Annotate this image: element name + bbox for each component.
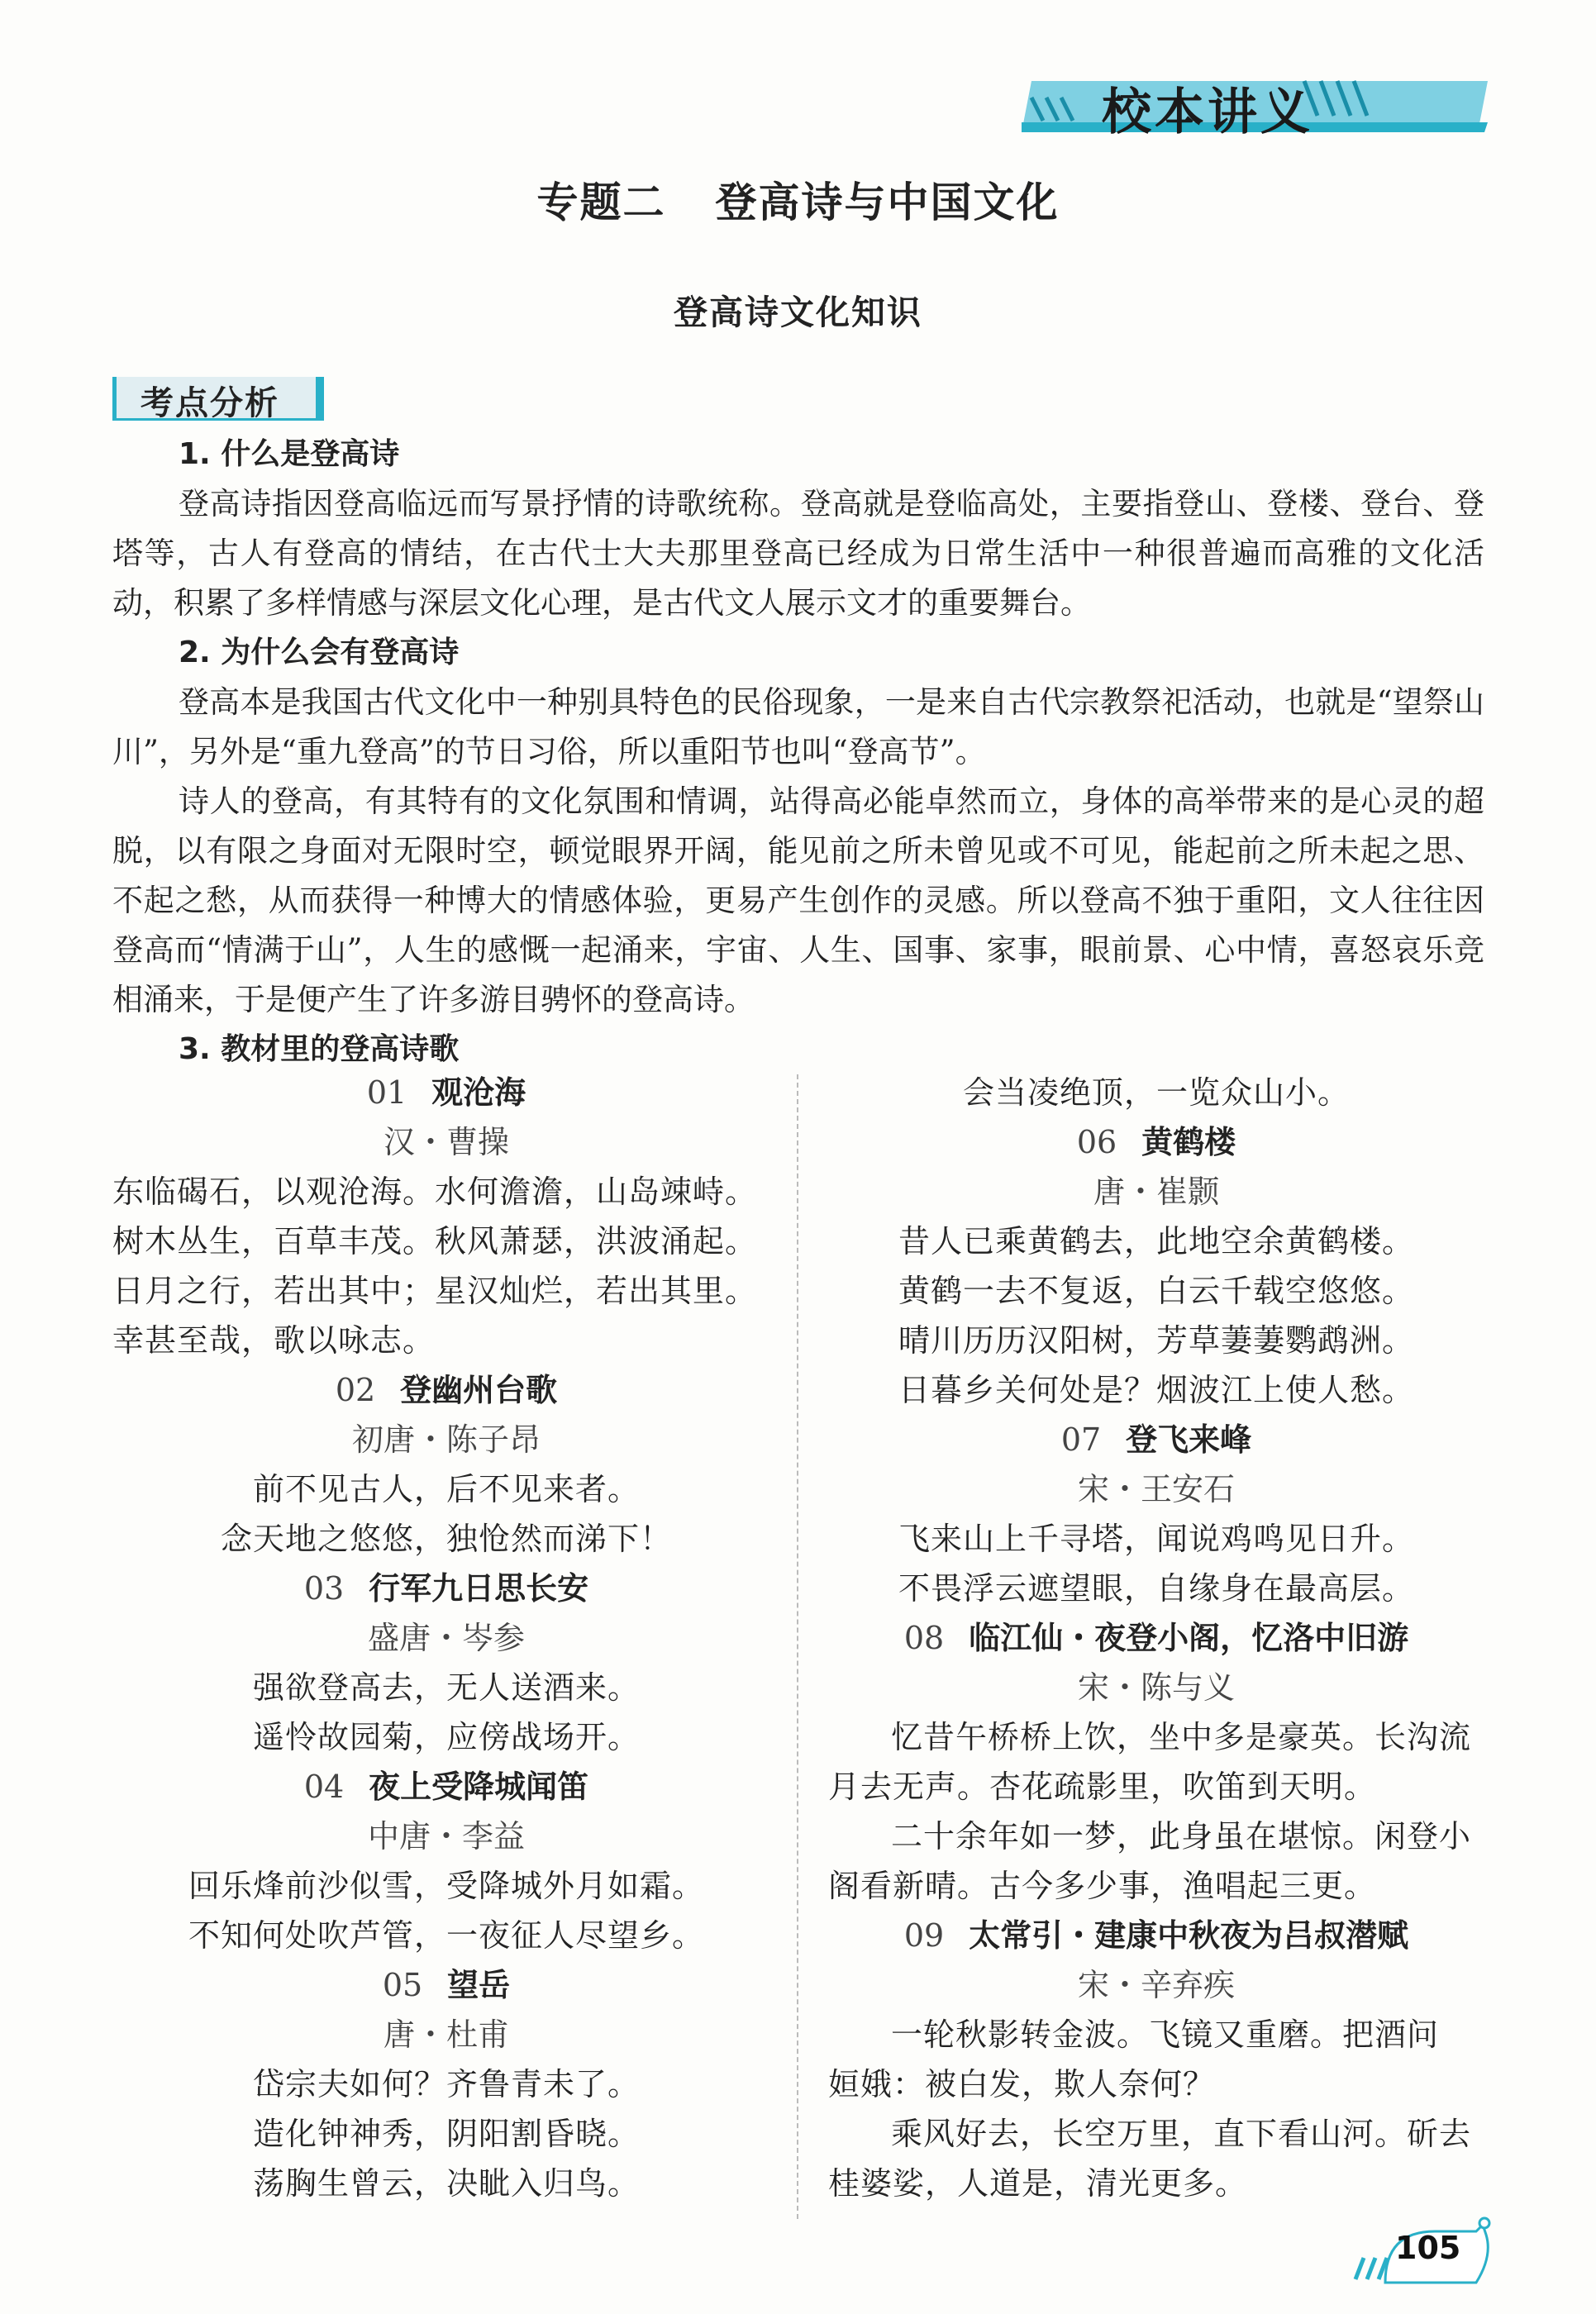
poem-number: 06 — [1076, 1124, 1117, 1160]
poem-name: 观沧海 — [431, 1074, 526, 1111]
paragraph: 诗人的登高，有其特有的文化氛围和情调，站得高必能卓然而立，身体的高举带来的是心灵的超脱，以有限之身面对无限时空，顿觉眼界开阔，能见前之所未曾见或不可见，能起前之所未起之思、不起之愁，从而获得一种博大的情感体验，更易产生创作的灵感。所以登高不独于重阳，文人往往因登高而“情满于山”，人生的感慨一起涌来，宇宙、人生、国事、家事，眼前景、心中情，喜怒哀乐竞相涌来，于是便产生了许多游目骋怀的登高诗。 — [112, 783, 1484, 1017]
poem-line: 日暮乡关何处是？烟波江上使人愁。 — [898, 1372, 1414, 1408]
poem-name: 太常引・建康中秋夜为吕叔潜赋 — [969, 1917, 1409, 1954]
title-part2: 登高诗与中国文化 — [715, 179, 1060, 226]
poem-line-continued: 会当凌绝顶，一览众山小。 — [962, 1074, 1350, 1111]
banner-label: 校本讲义 — [1102, 83, 1313, 141]
poem-line: 强欲登高去，无人送酒来。 — [252, 1669, 640, 1706]
poem-line: 桂婆娑，人道是，清光更多。 — [828, 2165, 1248, 2202]
poem-line: 姮娥：被白发，欺人奈何？ — [828, 2066, 1216, 2102]
page-number-badge — [1352, 2207, 1501, 2297]
poem-name: 行军九日思长安 — [369, 1570, 589, 1607]
poem-line: 念天地之悠悠，独怆然而涕下！ — [220, 1521, 672, 1557]
page-subtitle: 登高诗文化知识 — [674, 293, 922, 332]
poem-line: 回乐烽前沙似雪，受降城外月如霜。 — [188, 1868, 704, 1904]
poem-line: 不畏浮云遮望眼，自缘身在最高层。 — [898, 1570, 1414, 1607]
poem-number: 04 — [303, 1769, 345, 1805]
section-heading-1: 1. 什么是登高诗 — [179, 437, 400, 471]
poem-line: 二十余年如一梦，此身虽在堪惊。闲登小 — [891, 1818, 1472, 1855]
poem-author: 宋・王安石 — [1077, 1471, 1235, 1507]
poem-line: 幸甚至哉，歌以咏志。 — [112, 1322, 436, 1359]
poem-title — [112, 1960, 780, 2010]
poem-name: 登飞来峰 — [1126, 1421, 1252, 1458]
poem-columns — [112, 1068, 1484, 2221]
section-tag-corner — [316, 377, 324, 421]
poem-line: 月去无声。杏花疏影里，吹笛到天明。 — [828, 1769, 1377, 1805]
body-content — [112, 430, 1484, 1074]
poem-title — [828, 1117, 1484, 1167]
poem-author: 盛唐・岑参 — [367, 1620, 525, 1656]
poem-number: 07 — [1060, 1421, 1102, 1458]
poem-author: 宋・陈与义 — [1077, 1669, 1235, 1706]
poem-author: 中唐・李益 — [367, 1818, 525, 1855]
poem-name: 望岳 — [447, 1967, 511, 2003]
poem-line: 一轮秋影转金波。飞镜又重磨。把酒问 — [891, 2016, 1440, 2053]
poem-name: 夜上受降城闻笛 — [369, 1769, 589, 1805]
section-heading-2: 2. 为什么会有登高诗 — [179, 636, 460, 669]
section-tag — [112, 372, 326, 420]
poem-number: 01 — [366, 1074, 407, 1111]
poem-line: 昔人已乘黄鹤去，此地空余黄鹤楼。 — [898, 1223, 1414, 1259]
poem-line: 遥怜故园菊，应傍战场开。 — [252, 1719, 640, 1755]
poem-column-right — [828, 1068, 1484, 2208]
poem-number: 09 — [903, 1917, 945, 1954]
poem-name: 临江仙・夜登小阁，忆洛中旧游 — [969, 1620, 1409, 1656]
poem-line: 晴川历历汉阳树，芳草萋萋鹦鹉洲。 — [898, 1322, 1414, 1359]
poem-number: 08 — [903, 1620, 945, 1656]
poem-line: 东临碣石，以观沧海。水何澹澹，山岛竦峙。 — [112, 1174, 758, 1210]
poem-line: 乘风好去，长空万里，直下看山河。斫去 — [891, 2116, 1472, 2152]
page-title — [0, 169, 1596, 229]
poem-line: 黄鹤一去不复返，白云千载空悠悠。 — [898, 1273, 1414, 1309]
poem-line: 阁看新晴。古今多少事，渔唱起三更。 — [828, 1868, 1377, 1904]
poem-title — [112, 1365, 780, 1415]
poem-number: 05 — [382, 1967, 423, 2003]
paragraph: 登高诗指因登高临远而写景抒情的诗歌统称。登高就是登临高处，主要指登山、登楼、登台、登塔等，古人有登高的情结，在古代士大夫那里登高已经成为日常生活中一种很普遍而高雅的文化活动，积累了多样情感与深层文化心理，是古代文人展示文才的重要舞台。 — [112, 486, 1484, 621]
poem-line: 忆昔午桥桥上饮，坐中多是豪英。长沟流 — [891, 1719, 1472, 1755]
poem-author: 唐・杜甫 — [383, 2016, 509, 2053]
poem-title — [828, 1415, 1484, 1464]
page-number: 105 — [1395, 2230, 1461, 2266]
poem-line: 树木丛生，百草丰茂。秋风萧瑟，洪波涌起。 — [112, 1223, 758, 1259]
poem-title — [112, 1068, 780, 1117]
paragraph: 登高本是我国古代文化中一种别具特色的民俗现象，一是来自古代宗教祭祀活动，也就是“望祭山川”，另外是“重九登高”的节日习俗，所以重阳节也叫“登高节”。 — [112, 684, 1484, 769]
header-banner — [1015, 64, 1488, 139]
section-tag-label: 考点分析 — [141, 384, 279, 422]
poem-line: 岱宗夫如何？齐鲁青未了。 — [252, 2066, 640, 2102]
poem-column-left — [112, 1068, 780, 2208]
poem-number: 03 — [303, 1570, 345, 1607]
poem-number: 02 — [335, 1372, 376, 1408]
poem-author: 唐・崔颢 — [1093, 1174, 1219, 1210]
poem-line: 前不见古人，后不见来者。 — [252, 1471, 640, 1507]
poem-author: 汉・曹操 — [383, 1124, 509, 1160]
poem-line: 造化钟神秀，阴阳割昏晓。 — [252, 2116, 640, 2152]
poem-name: 黄鹤楼 — [1141, 1124, 1236, 1160]
poem-name: 登幽州台歌 — [400, 1372, 558, 1408]
poem-line: 飞来山上千寻塔，闻说鸡鸣见日升。 — [898, 1521, 1414, 1557]
poem-title — [112, 1762, 780, 1812]
poem-author: 初唐・陈子昂 — [351, 1421, 541, 1458]
poem-author: 宋・辛弃疾 — [1077, 1967, 1235, 2003]
poem-line: 日月之行，若出其中；星汉灿烂，若出其里。 — [112, 1273, 758, 1309]
column-divider — [797, 1074, 798, 2219]
poem-title — [828, 1911, 1484, 1960]
poem-line: 不知何处吹芦管，一夜征人尽望乡。 — [188, 1917, 704, 1954]
poem-title — [828, 1613, 1484, 1663]
section-heading-3: 3. 教材里的登高诗歌 — [179, 1032, 460, 1066]
poem-title — [112, 1564, 780, 1613]
title-part1: 专题二 — [536, 179, 666, 226]
poem-line: 荡胸生曾云，决眦入归鸟。 — [252, 2165, 640, 2202]
